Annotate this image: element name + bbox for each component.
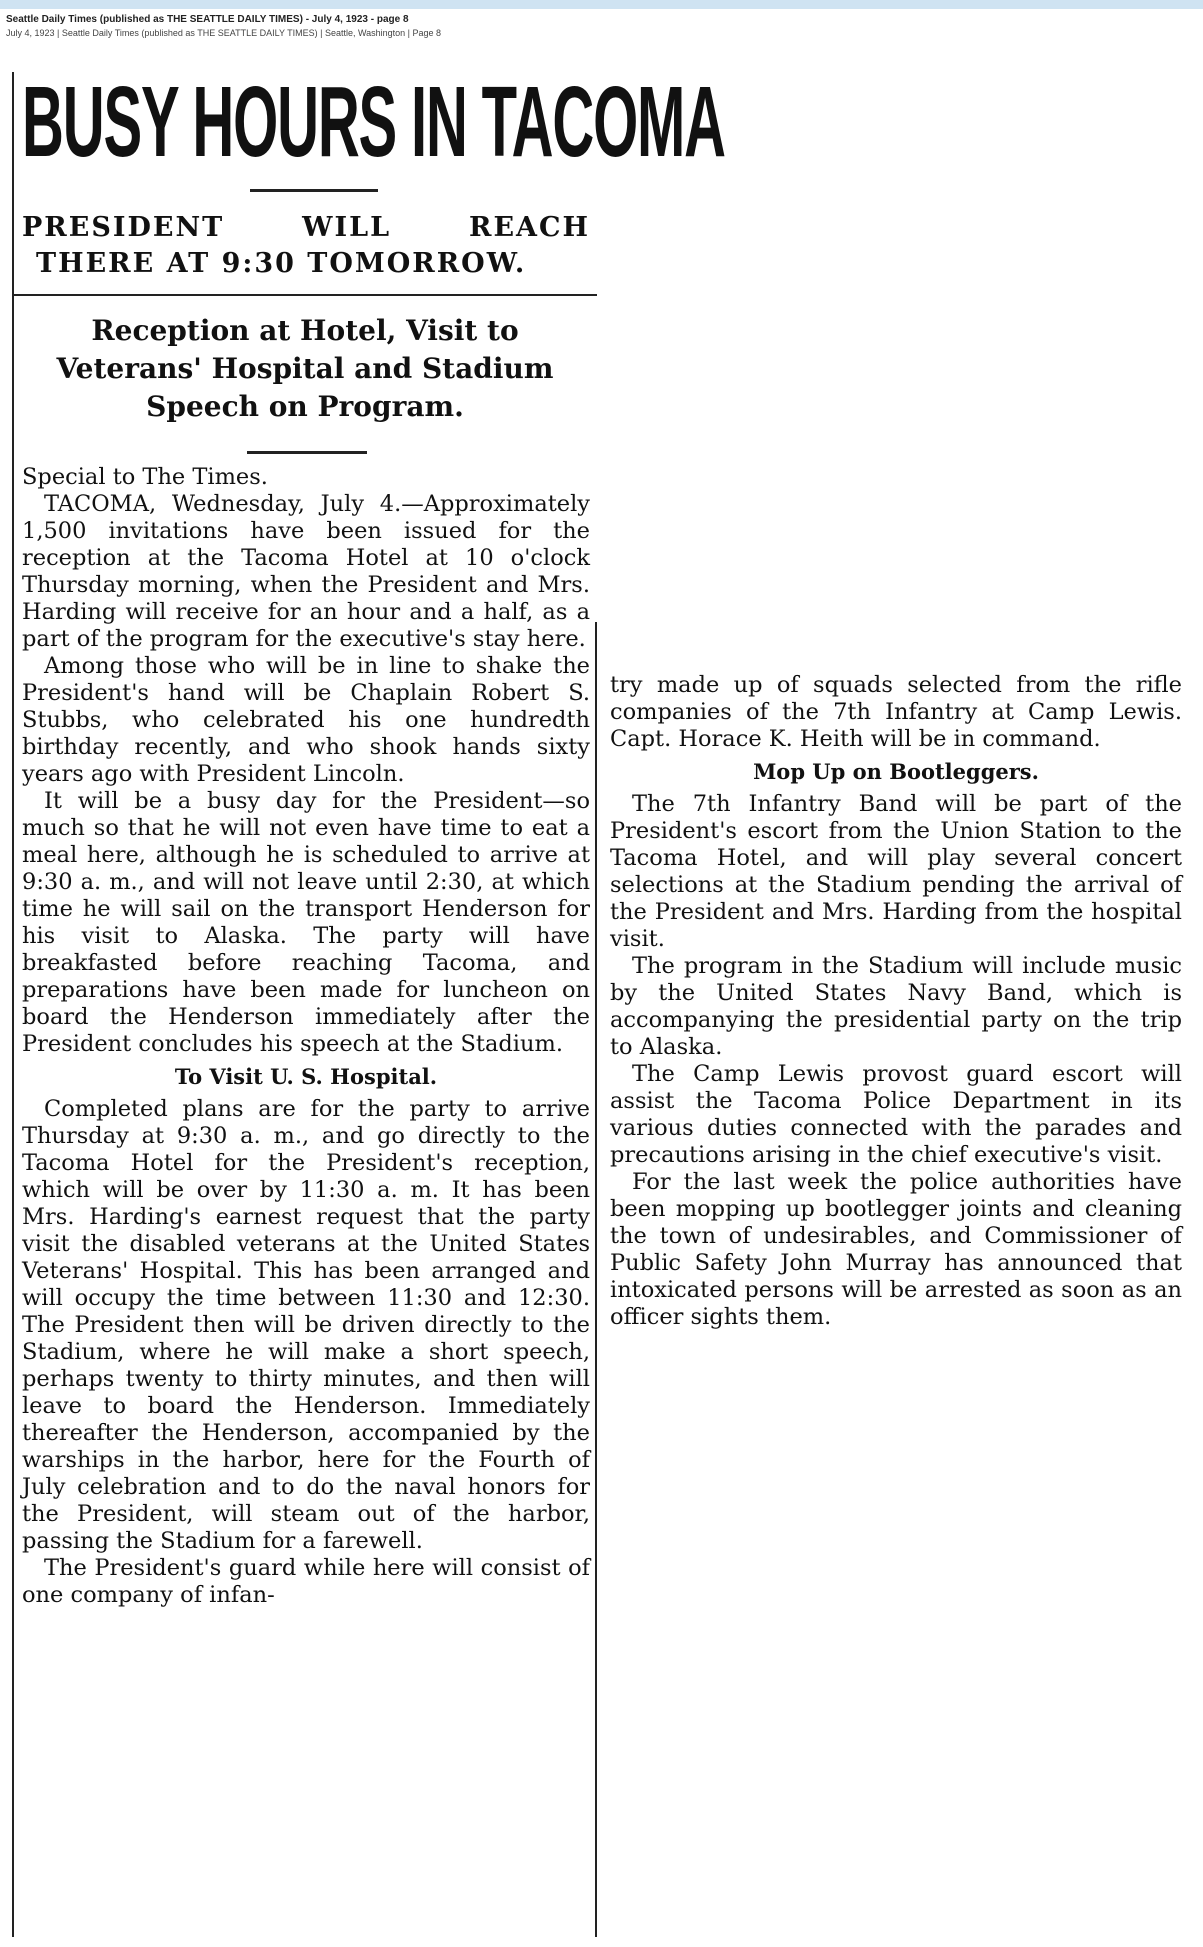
paragraph: The Camp Lewis provost guard escort will assist the Tacoma Police Department in its various duties connected with the parades and precautions arising in the chief executive's visit. (610, 1061, 1182, 1168)
deck1-word-2: WILL (302, 212, 392, 243)
first-deck (22, 210, 590, 282)
subhead-bootleggers: Mop Up on Bootleggers. (753, 759, 1039, 784)
paragraph: For the last week the police authorities have been mopping up bootlegger joints and cleaning the town of undesirables, and Commissioner of Public Safety John Murray has announced that intoxicated persons will be arrested as soon as an officer sights them. (610, 1169, 1182, 1330)
deck1-line-2: THERE AT 9:30 TOMORROW. (36, 248, 527, 279)
paragraph: The President's guard while here will consist of one company of infan- (22, 1555, 590, 1608)
column-rule-left (12, 72, 14, 1937)
newspaper-clipping (12, 52, 1180, 1940)
viewer-top-bar (0, 0, 1203, 9)
headline: BUSY HOURS IN TACOMA (22, 66, 725, 178)
source-title: Seattle Daily Times (published as THE SEATTLE DAILY TIMES) - July 4, 1923 - page 8 (6, 14, 409, 25)
continued-paragraph: try made up of squads selected from the rifle companies of the 7th Infantry at Camp Lewis. Capt. Horace K. Heith will be in command. (610, 672, 1182, 752)
column-rule-right (595, 622, 597, 1937)
deck1-word-3: REACH (469, 212, 590, 243)
paragraph: It will be a busy day for the President—so much so that he will not even have time to eat a meal here, although he is scheduled to arrive at 9:30 a. m., and will not leave until 2:30, at which time he will sail on the transport Henderson for his visit to Alaska. The party will have breakfasted before reaching Tacoma, and preparations have been made for luncheon on board the Henderson immediately after the President concludes his speech at the Stadium. (22, 788, 590, 1057)
headline-rule (250, 189, 378, 192)
paragraph: Among those who will be in line to shake the President's hand will be Chaplain Robert S. Stubbs, who celebrated his one hundredth birthday recently, and who shook hands sixty years ago with President Lincoln. (22, 653, 590, 787)
source-details: July 4, 1923 | Seattle Daily Times (published as THE SEATTLE DAILY TIMES) | Seattle, Washington | Page 8 (6, 28, 442, 38)
column-1-body (22, 464, 590, 1609)
paragraph: Completed plans are for the party to arrive Thursday at 9:30 a. m., and go directly to the Tacoma Hotel for the President's reception, which will be over by 11:30 a. m. It has been Mrs. Harding's earnest request that the party visit the disabled veterans at the United States Veterans' Hospital. This has been arranged and will occupy the time between 11:30 and 12:30. The President then will be driven directly to the Stadium, where he will make a short speech, perhaps twenty to thirty minutes, and then will leave to board the Henderson. Immediately thereafter the Henderson, accompanied by the warships in the harbor, here for the Fourth of July celebration and to do the naval honors for the President, will steam out of the harbor, passing the Stadium for a farewell. (22, 1096, 590, 1554)
deck2-rule (247, 451, 367, 454)
column-2-body (610, 672, 1182, 1331)
second-deck: Reception at Hotel, Visit to Veterans' Hospital and Stadium Speech on Program. (56, 314, 554, 423)
deck1-word-1: PRESIDENT (22, 212, 225, 243)
subhead-hospital: To Visit U. S. Hospital. (174, 1064, 438, 1089)
paragraph: The 7th Infantry Band will be part of the President's escort from the Union Station to the Tacoma Hotel, and will play several concert selections at the Stadium pending the arrival of the President and Mrs. Harding from the hospital visit. (610, 791, 1182, 952)
paragraph: The program in the Stadium will include music by the United States Navy Band, which is accompanying the presidential party on the trip to Alaska. (610, 953, 1182, 1060)
paragraph: TACOMA, Wednesday, July 4.—Approximately 1,500 invitations have been issued for the reception at the Tacoma Hotel at 10 o'clock Thursday morning, when the President and Mrs. Harding will receive for an hour and a half, as a part of the program for the executive's stay here. (22, 491, 590, 652)
dateline-credit: Special to The Times. (22, 464, 268, 490)
deck-divider (12, 294, 597, 296)
